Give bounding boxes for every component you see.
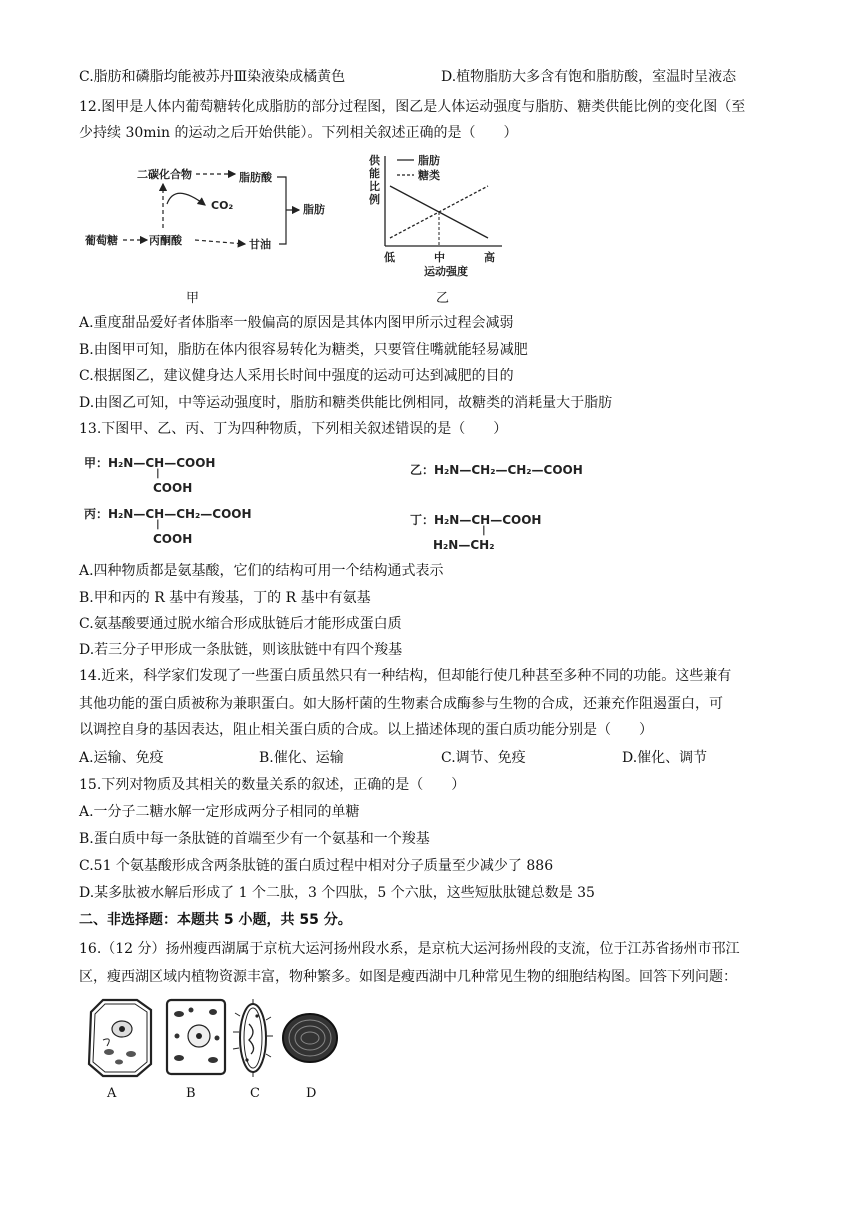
formula-ding-main: 丁：H₂N—CH—COOH bbox=[410, 513, 542, 527]
label-pyruvate: 丙酮酸 bbox=[149, 234, 182, 247]
figure-jia-pathway bbox=[79, 148, 349, 268]
figure-jia-caption: 甲 bbox=[186, 291, 200, 306]
formula-jia-r: COOH bbox=[153, 481, 193, 495]
cell-c-bacterium bbox=[233, 999, 273, 1077]
cell-label-d: D bbox=[306, 1086, 317, 1101]
q14-stem-line2: 其他功能的蛋白质被称为兼职蛋白。如大肠杆菌的生物素合成酶参与生物的合成，还兼充作阻遏蛋白，可 bbox=[79, 696, 723, 712]
figure-yi-caption: 乙 bbox=[436, 291, 450, 306]
cell-label-a: A bbox=[107, 1086, 117, 1101]
legend-fat-label: 脂肪 bbox=[418, 154, 440, 167]
label-co2-compound: 二碳化合物 bbox=[137, 168, 192, 181]
q15-option-d: D.某多肽被水解后形成了 1 个二肽，3 个四肽，5 个六肽，这些短肽肽键总数是 35 bbox=[79, 885, 595, 901]
cell-diagrams bbox=[79, 996, 359, 1082]
q12-option-c: C.根据图乙，建议健身达人采用长时间中强度的运动可达到减肥的目的 bbox=[79, 368, 514, 384]
q11-option-d: D.植物脂肪大多含有饱和脂肪酸，室温时呈液态 bbox=[441, 69, 737, 85]
q13-stem: 13.下图甲、乙、丙、丁为四种物质，下列相关叙述错误的是（ ） bbox=[79, 421, 508, 437]
q14-stem-line3: 以调控自身的基因表达，阻止相关蛋白质的合成。以上描述体现的蛋白质功能分别是（ ） bbox=[79, 722, 653, 738]
q12-option-d: D.由图乙可知，中等运动强度时，脂肪和糖类供能比例相同，故糖类的消耗量大于脂肪 bbox=[79, 395, 613, 411]
cell-d-alga bbox=[283, 1014, 337, 1062]
q13-option-a: A.四种物质都是氨基酸，它们的结构可用一个结构通式表示 bbox=[79, 563, 444, 579]
formula-jia-main: 甲：H₂N—CH—COOH bbox=[84, 456, 216, 470]
x-axis-label: 运动强度 bbox=[424, 265, 468, 278]
formula-bing-main: 丙：H₂N—CH—CH₂—COOH bbox=[84, 507, 252, 521]
q12-stem-line1: 12.图甲是人体内葡萄糖转化成脂肪的部分过程图，图乙是人体运动强度与脂肪、糖类供能比例的变化图（至 bbox=[79, 99, 746, 115]
q16-stem-line2: 区，瘦西湖区域内植物资源丰富，物种繁多。如图是瘦西湖中几种常见生物的细胞结构图。回答下列问题： bbox=[79, 969, 737, 985]
q15-stem: 15.下列对物质及其相关的数量关系的叙述，正确的是（ ） bbox=[79, 777, 466, 793]
q14-option-a: A.运输、免疫 bbox=[79, 750, 164, 766]
formula-bing-r: COOH bbox=[153, 532, 193, 546]
label-fatty-acid: 脂肪酸 bbox=[239, 171, 272, 184]
x-tick-low: 低 bbox=[384, 251, 395, 264]
formula-yi-main: 乙：H₂N—CH₂—CH₂—COOH bbox=[410, 463, 583, 477]
section-2-heading: 二、非选择题：本题共 5 小题，共 55 分。 bbox=[79, 912, 352, 928]
q13-option-b: B.甲和丙的 R 基中有羧基，丁的 R 基中有氨基 bbox=[79, 590, 371, 606]
q12-stem-line2: 少持续 30min 的运动之后开始供能）。下列相关叙述正确的是（ ） bbox=[79, 125, 518, 141]
q15-option-c: C.51 个氨基酸形成含两条肽链的蛋白质过程中相对分子质量至少减少了 886 bbox=[79, 858, 554, 874]
q14-option-b: B.催化、运输 bbox=[259, 750, 344, 766]
q14-stem-line1: 14.近来，科学家们发现了一些蛋白质虽然只有一种结构，但却能行使几种甚至多种不同的功能。这些兼有 bbox=[79, 668, 732, 684]
ylabel-char4: 例 bbox=[369, 193, 380, 206]
formula-bing-bond: | bbox=[156, 519, 160, 530]
q13-option-c: C.氨基酸要通过脱水缩合形成肽链后才能形成蛋白质 bbox=[79, 616, 402, 632]
cell-b-animal bbox=[167, 1000, 225, 1074]
q16-stem-line1: 16.（12 分）扬州瘦西湖属于京杭大运河扬州段水系，是京杭大运河扬州段的支流，位于江苏省扬州市邗江 bbox=[79, 941, 740, 957]
label-fat: 脂肪 bbox=[303, 203, 325, 216]
formula-ding-r: H₂N—CH₂ bbox=[433, 538, 495, 552]
q14-option-c: C.调节、免疫 bbox=[441, 750, 526, 766]
legend-sugar-label: 糖类 bbox=[418, 169, 440, 182]
q11-option-c: C.脂肪和磷脂均能被苏丹Ⅲ染液染成橘黄色 bbox=[79, 69, 346, 85]
label-glucose: 葡萄糖 bbox=[85, 234, 118, 247]
ylabel-char1: 供 bbox=[369, 154, 380, 167]
formula-ding-bond: | bbox=[482, 525, 486, 536]
ylabel-char2: 能 bbox=[369, 167, 380, 180]
arrow-to-co2 bbox=[167, 193, 205, 205]
q15-option-b: B.蛋白质中每一条肽链的首端至少有一个氨基和一个羧基 bbox=[79, 831, 430, 847]
q12-option-b: B.由图甲可知，脂肪在体内很容易转化为糖类，只要管住嘴就能轻易减肥 bbox=[79, 342, 528, 358]
label-glycerol: 甘油 bbox=[249, 238, 271, 251]
x-tick-mid: 中 bbox=[434, 251, 445, 264]
cell-label-c: C bbox=[250, 1086, 260, 1101]
arrow-pyruvate-to-glycerol bbox=[195, 240, 245, 244]
ylabel-char3: 比 bbox=[369, 180, 380, 193]
x-tick-high: 高 bbox=[484, 251, 495, 264]
figure-yi-chart bbox=[366, 148, 526, 280]
formula-jia-bond: | bbox=[156, 468, 160, 479]
q13-option-d: D.若三分子甲形成一条肽链，则该肽链中有四个羧基 bbox=[79, 642, 403, 658]
cell-label-b: B bbox=[186, 1086, 196, 1101]
cell-a-plant bbox=[89, 1000, 151, 1076]
q12-option-a: A.重度甜品爱好者体脂率一般偏高的原因是其体内图甲所示过程会减弱 bbox=[79, 315, 514, 331]
label-co2: CO₂ bbox=[211, 199, 234, 212]
q14-option-d: D.催化、调节 bbox=[622, 750, 708, 766]
q15-option-a: A.一分子二糖水解一定形成两分子相同的单糖 bbox=[79, 804, 360, 820]
